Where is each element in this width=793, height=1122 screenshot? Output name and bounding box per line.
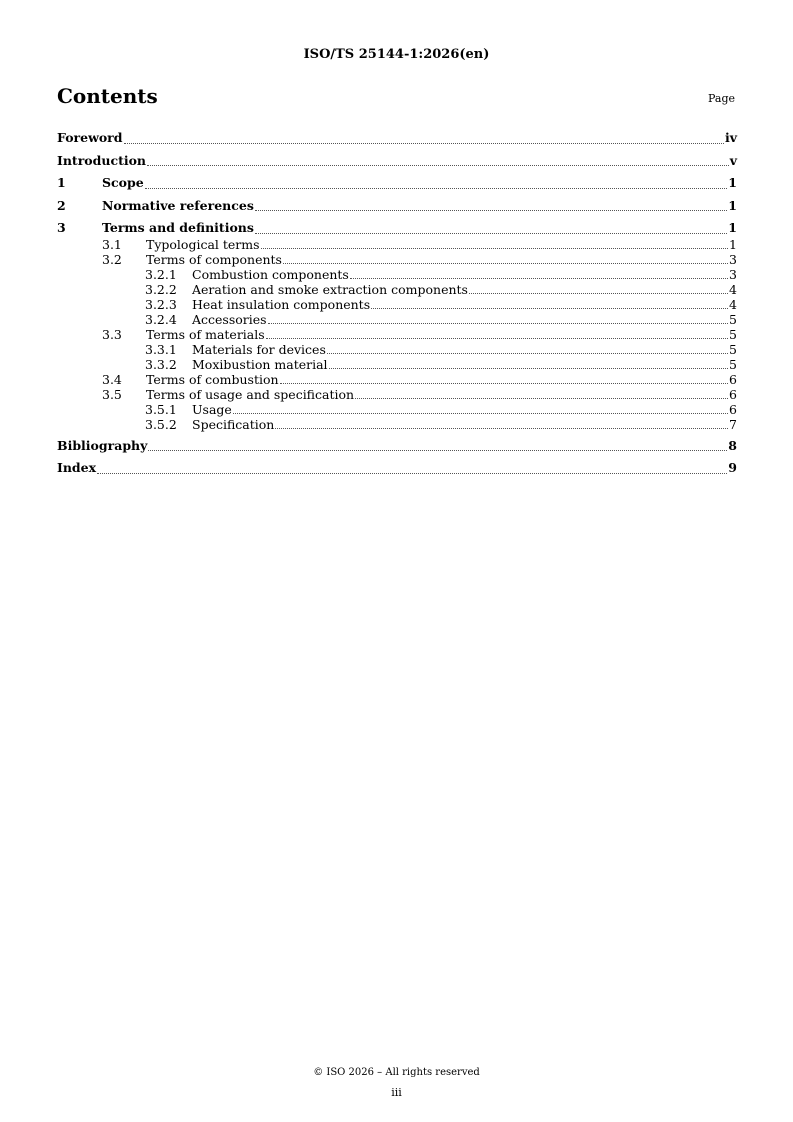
toc-entry[interactable] [57,372,737,387]
toc-entry-page: 6 [729,386,737,402]
toc-entry-number: 3.3 [102,326,122,342]
dot-leader [329,368,728,369]
dot-leader [124,143,724,144]
toc-entry-page: 4 [729,281,737,297]
dot-leader [97,473,727,474]
toc-entry[interactable] [57,174,737,192]
toc-entry[interactable] [57,267,737,282]
toc-entry-number: 3.2.3 [145,296,177,312]
toc-entry-page: 7 [729,416,737,432]
toc-entry-number: 2 [57,197,66,213]
toc-entry[interactable] [57,252,737,267]
toc-entry-title: Heat insulation components [192,296,371,312]
toc-entry-number: 1 [57,175,66,190]
toc-entry-number: 3.5.2 [145,416,177,432]
dot-leader [147,165,729,166]
toc-entry-title: Normative references [102,197,254,213]
toc-entry-title: Index [57,460,97,475]
toc-entry-page: 8 [728,437,737,453]
toc-entry[interactable] [57,437,737,455]
toc-entry-page: 9 [728,460,737,475]
dot-leader [148,450,727,451]
toc-entry-number: 3.3.2 [145,356,177,372]
toc-entry-title: Bibliography [57,437,148,453]
toc-entry-page: 5 [729,341,737,357]
dot-leader [327,353,728,354]
toc-entry-title: Terms of usage and specification [146,386,355,402]
toc-entry[interactable] [57,342,737,357]
toc-entry[interactable] [57,312,737,327]
toc-entry-title: Typological terms [146,236,260,252]
toc-entry[interactable] [57,417,737,432]
toc-entry[interactable] [57,197,737,215]
toc-entry-page: v [729,152,737,168]
toc-entry-number: 3.4 [102,371,122,387]
toc-entry-title: Usage [192,401,232,417]
toc-entry-title: Terms and definitions [102,220,254,235]
dot-leader [469,293,728,294]
toc-entry-page: 1 [728,175,737,190]
toc-entry-title: Terms of materials [146,326,265,342]
page-number: iii [391,1086,402,1099]
toc-entry-page: 1 [728,197,737,213]
dot-leader [283,263,728,264]
toc-entry[interactable] [57,282,737,297]
dot-leader [355,398,728,399]
toc-entry[interactable] [57,327,737,342]
toc-entry-page: 4 [729,296,737,312]
toc-entry-number: 3.2.4 [145,311,177,327]
toc-entry-title: Foreword [57,130,123,145]
toc-entry-title: Materials for devices [192,341,326,357]
toc-entry-title: Scope [102,175,144,190]
toc-entry-number: 3.3.1 [145,341,177,357]
toc-entry-title: Introduction [57,152,147,168]
toc-entry[interactable] [57,459,737,477]
dot-leader [145,188,728,189]
toc-entry-page: 6 [729,401,737,417]
toc-entry-page: iv [724,130,737,145]
toc-entry-number: 3.2.1 [145,266,177,282]
page-column-label: Page [708,92,736,105]
toc-entry-title: Aeration and smoke extraction components [192,281,468,297]
dot-leader [233,413,728,414]
dot-leader [280,383,728,384]
toc-entry[interactable] [57,129,737,147]
toc-entry-number: 3.2 [102,251,122,267]
toc-entry-number: 3.5 [102,386,122,402]
copyright-notice: © ISO 2026 – All rights reserved [313,1067,480,1078]
dot-leader [275,428,728,429]
document-id-header: ISO/TS 25144-1:2026(en) [303,47,490,62]
dot-leader [255,210,727,211]
dot-leader [268,323,728,324]
toc-entry-page: 5 [729,311,737,327]
toc-entry-number: 3.2.2 [145,281,177,297]
toc-entry-page: 3 [729,251,737,267]
toc-entry[interactable] [57,297,737,312]
toc-entry[interactable] [57,219,737,237]
dot-leader [371,308,728,309]
toc-entry-title: Terms of components [146,251,282,267]
dot-leader [261,248,729,249]
table-of-contents [57,129,737,477]
toc-entry-number: 3.5.1 [145,401,177,417]
toc-entry-page: 3 [729,266,737,282]
toc-entry-page: 1 [729,236,737,252]
contents-heading: Contents [57,84,158,108]
toc-entry-number: 3.1 [102,236,122,252]
toc-entry[interactable] [57,237,737,252]
dot-leader [266,338,728,339]
toc-entry-title: Combustion components [192,266,349,282]
dot-leader [255,233,727,234]
toc-entry[interactable] [57,357,737,372]
toc-entry[interactable] [57,402,737,417]
toc-entry[interactable] [57,152,737,170]
toc-entry-page: 5 [729,326,737,342]
toc-entry-page: 1 [728,220,737,235]
toc-entry-page: 6 [729,371,737,387]
toc-entry-title: Accessories [192,311,267,327]
toc-entry-title: Terms of combustion [146,371,279,387]
toc-entry-title: Specification [192,416,275,432]
toc-entry[interactable] [57,387,737,402]
dot-leader [350,278,728,279]
toc-entry-page: 5 [729,356,737,372]
toc-entry-title: Moxibustion material [192,356,328,372]
toc-entry-number: 3 [57,220,66,235]
